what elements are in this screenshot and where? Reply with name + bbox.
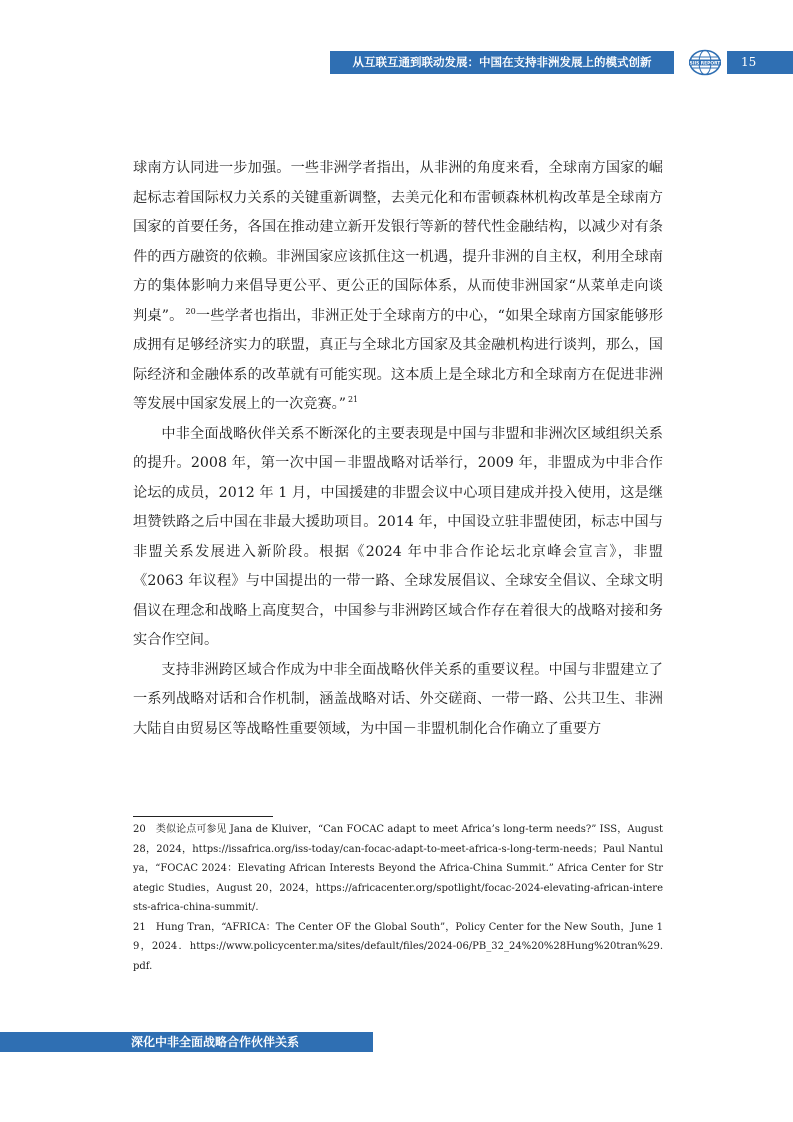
page-number: 15 [727, 51, 793, 74]
running-footer: 深化中非全面战略合作伙伴关系 [0, 1032, 373, 1052]
paragraph-2: 中非全面战略伙伴关系不断深化的主要表现是中国与非盟和非洲次区域组织关系的提升。2008 年，第一次中国－非盟战略对话举行，2009 年，非盟成为中非合作论坛的成员，2012 年 1 月，中国援建的非盟会议中心项目建成并投入使用，这是继坦赞铁路之后中国在非最大援助项目。2014 年，中国设立驻非盟使团，标志中国与非盟关系发展进入新阶段。根据《2024 年中非合作论坛北京峰会宣言》，非盟《2063 年议程》与中国提出的一带一路、全球发展倡议、全球安全倡议、全球文明倡议在理念和战略上高度契合，中国参与非洲跨区域合作存在着很大的战略对接和务实合作空间。 [133, 425, 663, 648]
footnotes [133, 820, 663, 976]
footnote-21: 21 Hung Tran，“AFRICA：The Center OF the Global South”，Policy Center for the New South，June 19，2024．https://www.policycenter.ma/sites/default/files/2024-06/PB_32_24%20%28Hung%20tran%29.pdf. [133, 921, 663, 972]
paragraph-1 [133, 154, 663, 420]
logo-text: SIIS REPORT [689, 61, 721, 67]
paragraph-1-text-b: 一些学者也指出，非洲正处于全球南方的中心，“如果全球南方国家能够形成拥有足够经济实力的联盟，真正与全球北方国家及其金融机构进行谈判，那么，国际经济和金融体系的改革就有可能实现。这本质上是全球北方和全球南方在促进非洲等发展中国家发展上的一次竞赛。” [133, 307, 663, 412]
footnote-divider [133, 816, 273, 817]
running-header: 从互联互通到联动发展：中国在支持非洲发展上的模式创新 [330, 51, 674, 74]
paragraph-3: 支持非洲跨区域合作成为中非全面战略伙伴关系的重要议程。中国与非盟建立了一系列战略对话和合作机制，涵盖战略对话、外交磋商、一带一路、公共卫生、非洲大陆自由贸易区等战略性重要领域，为中国－非盟机制化合作确立了重要方 [133, 661, 663, 737]
footnote-20: 20 类似论点可参见 Jana de Kluiver，“Can FOCAC adapt to meet Africa’s long-term needs?” ISS，August 28，2024，https://issafrica.org/iss-today/can-focac-adapt-to-meet-africa-s-long-term-needs；Paul Nantulya，“FOCAC 2024：Elevating African Interests Beyond the Africa-China Summit.” Africa Center for Strategic Studies，August 20，2024，https://africacenter.org/spotlight/focac-2024-elevating-african-interests-africa-china-summit/. [133, 824, 663, 913]
main-body [133, 154, 663, 744]
siis-report-logo-icon [688, 49, 722, 76]
footnote-ref-20[interactable]: 20 [185, 306, 196, 316]
footnote-ref-21[interactable]: 21 [347, 395, 359, 405]
paragraph-1-text-a: 球南方认同进一步加强。一些非洲学者指出，从非洲的角度来看，全球南方国家的崛起标志着国际权力关系的关键重新调整，去美元化和布雷顿森林机构改革是全球南方国家的首要任务，各国在推动建立新开发银行等新的替代性金融结构，以减少对有条件的西方融资的依赖。非洲国家应该抓住这一机遇，提升非洲的自主权，利用全球南方的集体影响力来倡导更公平、更公正的国际体系，从而使非洲国家“从菜单走向谈判桌”。 [133, 160, 663, 324]
